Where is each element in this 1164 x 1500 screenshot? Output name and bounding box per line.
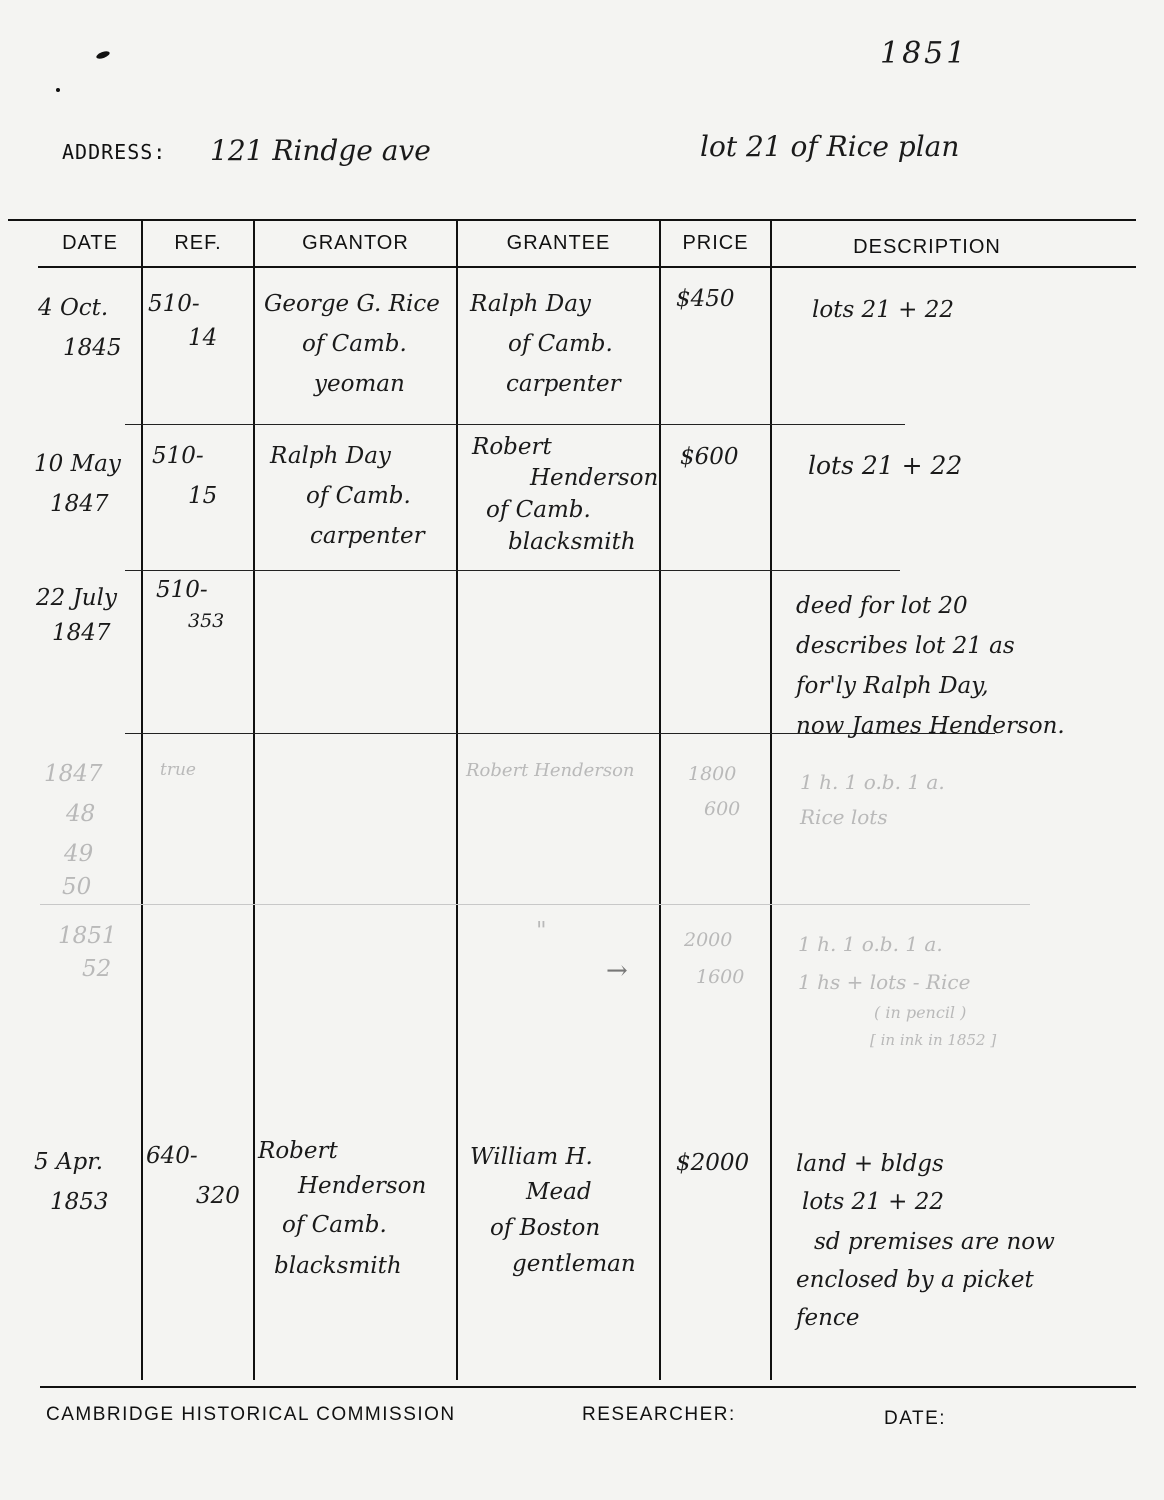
footer-organization: CAMBRIDGE HISTORICAL COMMISSION — [46, 1404, 456, 1425]
lot-note: lot 21 of Rice plan — [700, 130, 960, 163]
table-row-4-grantee: William H. Mead of Boston gentleman — [470, 1144, 636, 1277]
footer-date-label: DATE: — [884, 1408, 947, 1429]
table-row-3-ref: 510- 353 — [156, 577, 225, 632]
ink-speck — [95, 50, 110, 60]
table-row-1-price: $450 — [676, 286, 735, 312]
faint-dates-a: 1847 48 49 50 — [44, 761, 103, 900]
col-header-date: DATE — [62, 232, 118, 254]
faint-prices-b: 2000 1600 — [684, 929, 745, 988]
table-row-1-date: 4 Oct. 1845 — [38, 295, 122, 361]
col-rule-1 — [141, 219, 143, 1380]
faint-grantee-a: Robert Henderson — [466, 760, 635, 781]
row-separator-faint — [40, 904, 1030, 905]
footer-researcher-label: RESEARCHER: — [582, 1404, 736, 1425]
table-row-2-date: 10 May 1847 — [34, 451, 121, 517]
row-separator-2 — [125, 570, 900, 571]
table-row-1-ref: 510- 14 — [148, 291, 218, 351]
faint-description-b: 1 h. 1 o.b. 1 a. 1 hs + lots - Rice ( in pencil ) [ in ink in 1852 ] — [798, 932, 997, 1049]
table-row-1-grantor: George G. Rice of Camb. yeoman — [264, 291, 440, 397]
header-bottom-rule — [38, 266, 1136, 268]
col-rule-2 — [253, 219, 255, 1380]
table-row-1-grantee: Ralph Day of Camb. carpenter — [470, 291, 621, 397]
address-label: ADDRESS: — [62, 140, 167, 164]
col-header-grantor: GRANTOR — [302, 232, 409, 254]
year-mark: 1851 — [880, 36, 969, 71]
table-row-4-price: $2000 — [676, 1150, 750, 1176]
col-rule-4 — [659, 219, 661, 1380]
faint-arrow: → — [606, 956, 628, 986]
table-row-3-date: 22 July 1847 — [36, 585, 117, 646]
table-row-4-grantor: Robert Henderson of Camb. blacksmith — [258, 1138, 427, 1279]
table-row-2-ref: 510- 15 — [152, 443, 218, 509]
ink-dot — [56, 88, 60, 92]
table-row-2-grantee: Robert Henderson of Camb. blacksmith — [472, 434, 659, 555]
address-value: 121 Rindge ave — [210, 134, 431, 167]
col-header-ref: REF. — [174, 232, 222, 254]
faint-ref-a: true — [160, 760, 196, 780]
faint-grantee-b: " — [536, 918, 547, 944]
table-row-4-ref: 640- 320 — [146, 1143, 240, 1209]
table-row-1-description: lots 21 + 22 — [812, 297, 954, 323]
table-row-2-grantor: Ralph Day of Camb. carpenter — [270, 443, 425, 549]
table-row-3-description: deed for lot 20 describes lot 21 as for'ly Ralph Day, now James Henderson. — [796, 593, 1065, 739]
faint-dates-b: 1851 52 — [58, 923, 117, 982]
col-header-grantee: GRANTEE — [506, 232, 611, 254]
table-row-4-description: land + bldgs lots 21 + 22 sd premises are now enclosed by a picket fence — [796, 1151, 1055, 1331]
col-rule-5 — [770, 219, 772, 1380]
row-separator-1 — [125, 424, 905, 425]
table-top-rule — [8, 219, 1136, 221]
col-header-description: DESCRIPTION — [853, 236, 1001, 258]
table-row-4-date: 5 Apr. 1853 — [34, 1149, 109, 1215]
faint-description-a: 1 h. 1 o.b. 1 a. Rice lots — [800, 770, 945, 829]
table-row-2-description: lots 21 + 22 — [808, 451, 963, 480]
faint-prices-a: 1800 600 — [688, 763, 741, 820]
table-bottom-rule — [40, 1386, 1136, 1388]
col-header-price: PRICE — [682, 232, 749, 254]
col-rule-3 — [456, 219, 458, 1380]
table-row-2-price: $600 — [680, 444, 739, 470]
